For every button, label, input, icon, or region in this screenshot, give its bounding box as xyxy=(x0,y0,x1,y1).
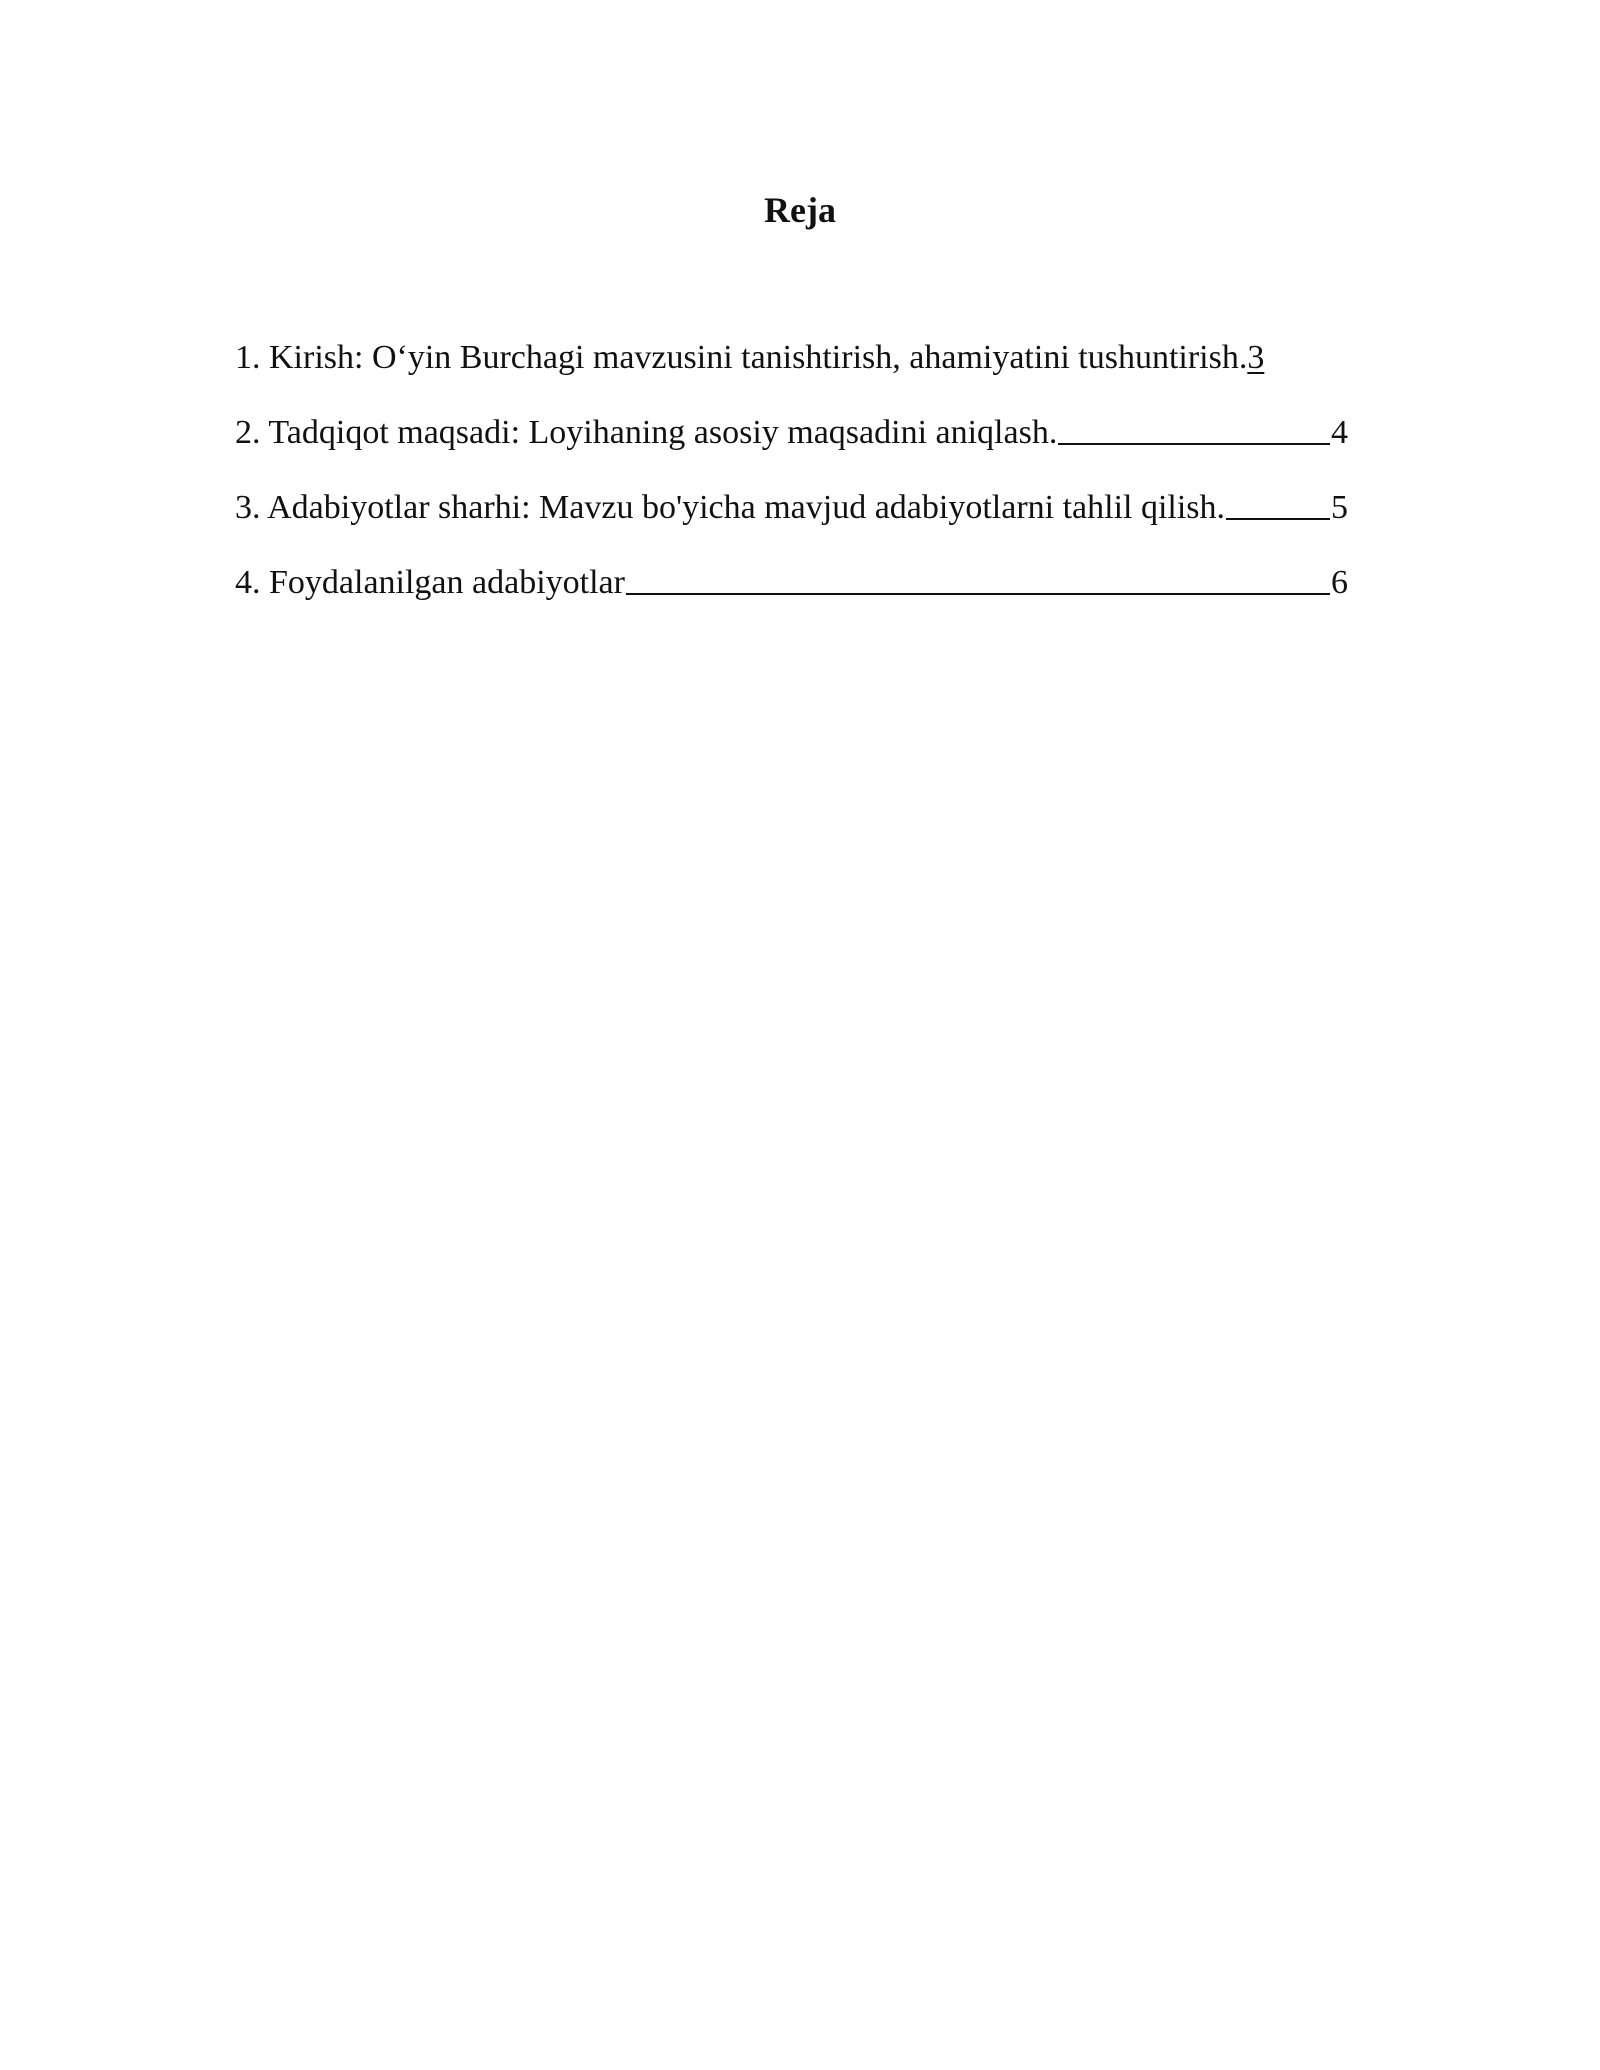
toc-leader-line xyxy=(1058,443,1330,445)
toc-entry xyxy=(235,486,1348,561)
toc-entry-text: 1. Kirish: O‘yin Burchagi mavzusini tanishtirish, ahamiyatini tushuntirish. xyxy=(235,339,1248,376)
table-of-contents xyxy=(235,336,1348,636)
toc-leader-line xyxy=(626,593,1330,595)
toc-entry xyxy=(235,411,1348,486)
toc-entry-text: 2. Tadqiqot maqsadi: Loyihaning asosiy maqsadini aniqlash. xyxy=(235,414,1058,451)
toc-entry-page: 6 xyxy=(1331,564,1348,601)
toc-leader-line xyxy=(1226,518,1330,520)
toc-entry-page: 3 xyxy=(1247,339,1265,376)
toc-entry-page: 4 xyxy=(1331,414,1348,451)
toc-entry-text: 3. Adabiyotlar sharhi: Mavzu bo'yicha mavjud adabiyotlarni tahlil qilish. xyxy=(235,489,1226,526)
toc-entry-text: 4. Foydalanilgan adabiyotlar xyxy=(235,564,625,601)
toc-entry-page: 5 xyxy=(1331,489,1348,526)
toc-entry xyxy=(235,336,1348,411)
page-title: Reja xyxy=(764,190,836,230)
toc-entry xyxy=(235,561,1348,636)
